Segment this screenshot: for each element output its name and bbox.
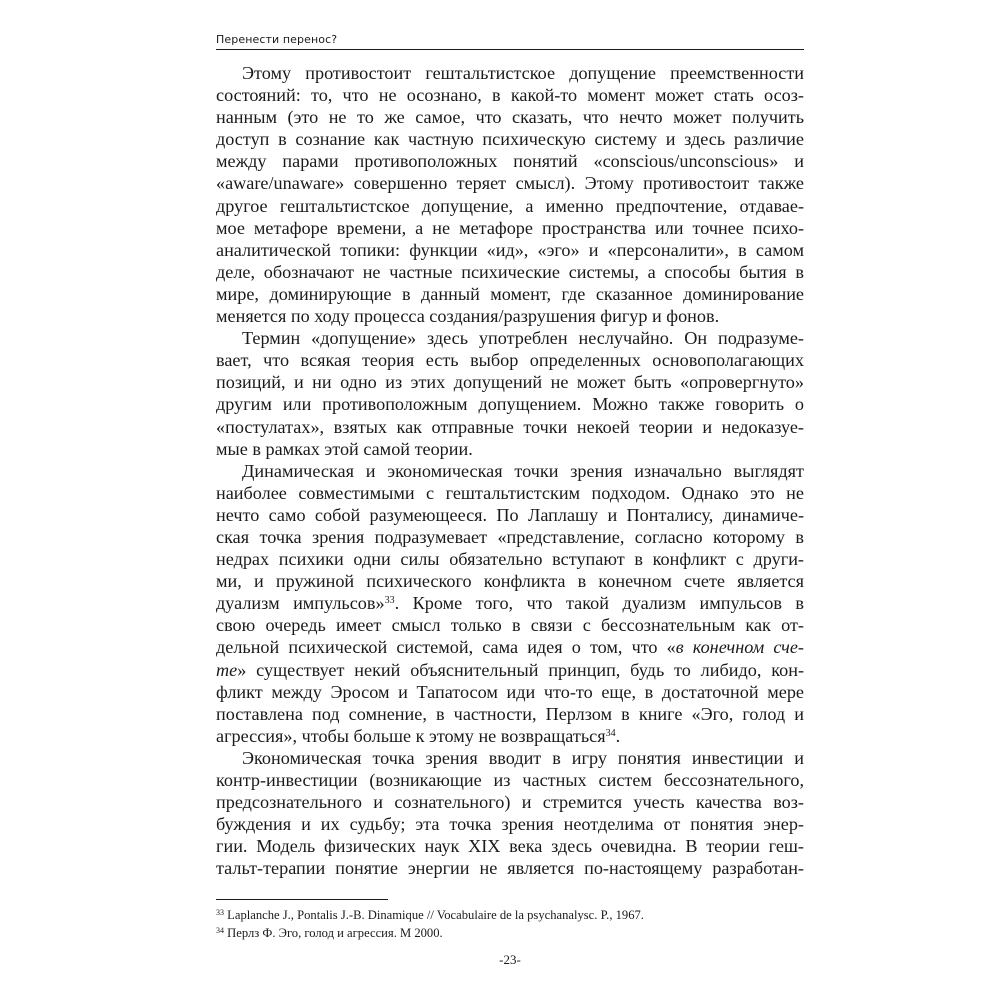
text-line (216, 482, 804, 504)
line-text: нанным (это не то же самое, что сказать, что нечто может получить (216, 107, 804, 128)
text-line (216, 857, 804, 879)
line-text: » существует некий объяснительный принцип, будь то либидо, кон- (237, 659, 804, 680)
line-text: вает, что всякая теория есть выбор определенных основополагающих (216, 350, 804, 371)
footnotes (216, 906, 804, 942)
text-line (216, 128, 804, 150)
italic-text: в конечном сче- (675, 637, 804, 658)
text-line (216, 769, 804, 791)
footnote-reference[interactable]: 34 (605, 727, 616, 739)
text-line (216, 349, 804, 371)
line-text: «aware/unaware» совершенно теряет смысл). Этому противостоит также (216, 173, 804, 194)
text-line (216, 150, 804, 172)
line-text: Динамическая и экономическая точки зрения изначально выглядят (242, 460, 804, 481)
text-line (216, 371, 804, 393)
line-text: «постулатах», взятых как отправные точки некоей теории и недоказуе- (216, 416, 804, 437)
text-line (216, 172, 804, 194)
text-line (216, 636, 804, 658)
text-line (216, 261, 804, 283)
line-text: Термин «допущение» здесь употреблен неслучайно. Он подразуме- (242, 328, 804, 349)
text-line (216, 283, 804, 305)
line-text: тальт-терапии понятие энергии не является по-настоящему разработан- (216, 858, 804, 879)
line-text: позиций, и ни одно из этих допущений не может быть «опровергнуто» (216, 372, 804, 393)
footnote-divider (216, 899, 388, 900)
line-text: фликт между Эросом и Тапатосом иди что-то еще, в достаточной мере (216, 681, 804, 702)
line-text: аналитической топики: функции «ид», «эго» и «персоналити», в самом (216, 239, 804, 260)
text-line (216, 327, 804, 349)
text-line (216, 725, 804, 747)
line-text: мое метафоре времени, а не метафоре пространства или точнее психо- (216, 217, 804, 238)
line-text: между парами противоположных понятий «conscious/unconscious» и (216, 151, 804, 172)
running-head-title: Перенести перенос? (216, 33, 338, 46)
line-text: недрах психики одни силы обязательно вступают в конфликт с други- (216, 549, 804, 570)
line-text: гии. Модель физических наук XIX века здесь очевидна. В теории геш- (216, 836, 804, 857)
text-line (216, 835, 804, 857)
text-line (216, 460, 804, 482)
line-text: мире, доминирующие в данный момент, где сказанное доминирование (216, 283, 804, 304)
text-line (216, 305, 804, 327)
footnote-33 (216, 906, 804, 924)
footnote-text: Laplanche J., Pontalis J.-B. Dinamique // Vocabulaire de la psychanalysc. P., 1967. (227, 908, 644, 922)
line-text: состояний: то, что не осознано, в какой-то момент может стать осоз- (216, 85, 804, 106)
line-text: мые в рамках этой самой теории. (216, 438, 473, 459)
text-line (216, 791, 804, 813)
line-text: контр-инвестиции (возникающие из частных систем бессознательного, (216, 770, 804, 790)
line-text: дельной психической системой, сама идея о том, что « (216, 637, 676, 658)
text-line (216, 239, 804, 261)
line-text: наиболее совместимыми с гештальтистским подходом. Однако это не (216, 482, 804, 503)
line-text: нечто само собой разумеющееся. По Лаплашу и Понталису, динамиче- (216, 504, 804, 525)
footnote-text: Перлз Ф. Эго, голод и агрессия. М 2000. (227, 926, 443, 940)
text-line (216, 106, 804, 128)
line-text: дуализм импульсов» (216, 593, 385, 614)
line-text: ми, и пружиной психического конфликта в конечном счете является (216, 571, 804, 592)
footnote-mark: 33 (216, 908, 224, 917)
running-head (216, 33, 804, 50)
text-line (216, 84, 804, 106)
body-text (216, 62, 804, 879)
text-line (216, 813, 804, 835)
line-text: агрессия», чтобы больше к этому не возвращаться (216, 725, 606, 746)
line-text-continuation: . Кроме того, что такой дуализм импульсов в (394, 593, 804, 614)
text-line (216, 681, 804, 703)
text-line (216, 592, 804, 614)
line-text: деле, обозначают не частные психические системы, а способы бытия в (216, 261, 804, 282)
line-text: Этому противостоит гештальтистское допущение преемственности (242, 63, 804, 83)
footnote-reference[interactable]: 33 (384, 595, 395, 607)
line-text: Экономическая точка зрения вводит в игру понятия инвестиции и (242, 747, 804, 768)
text-line (216, 703, 804, 725)
text-line (216, 438, 804, 460)
line-text: другим или противоположным допущением. Можно также говорить о (216, 394, 804, 415)
text-line (216, 504, 804, 526)
text-line (216, 747, 804, 769)
italic-text: те (216, 659, 238, 680)
line-text: меняется по ходу процесса создания/разрушения фигур и фонов. (216, 306, 720, 327)
line-text: буждения и их судьбу; эта точка зрения неотделима от понятия энер- (216, 814, 804, 835)
line-text: ская точка зрения подразумевает «представление, согласно которому в (216, 526, 804, 547)
line-text: предсознательного и сознательного) и стремится учесть качества воз- (216, 792, 804, 813)
footnote-mark: 34 (216, 926, 224, 935)
line-text: доступ в сознание как частную психическую систему и здесь различие (216, 129, 804, 150)
footnote-34 (216, 924, 804, 942)
page-number: -23- (499, 952, 521, 967)
line-text: поставлена под сомнение, в частности, Перлзом в книге «Эго, голод и (216, 703, 804, 724)
text-line (216, 526, 804, 548)
line-text-continuation: . (615, 725, 621, 746)
text-line (216, 548, 804, 570)
text-line (216, 416, 804, 438)
line-text: свою очередь имеет смысл только в связи с бессознательным как от- (216, 615, 804, 636)
text-line (216, 217, 804, 239)
text-line (216, 570, 804, 592)
text-line (216, 614, 804, 636)
text-line (216, 195, 804, 217)
text-line (216, 659, 804, 681)
line-text: другое гештальтистское допущение, а именно предпочтение, отдавае- (216, 195, 804, 216)
text-line (216, 62, 804, 84)
text-line (216, 393, 804, 415)
